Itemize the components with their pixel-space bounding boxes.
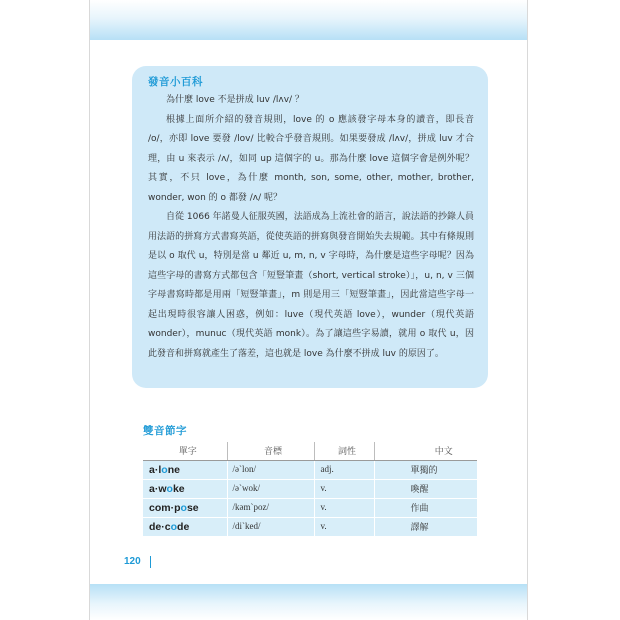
word-part: l xyxy=(158,463,162,476)
part-of-speech: v. xyxy=(320,502,327,512)
word-part: ne xyxy=(167,463,180,476)
table-row xyxy=(143,479,477,498)
phonetic-cell xyxy=(227,479,314,498)
table-row xyxy=(143,517,477,536)
word-part: · xyxy=(154,482,159,495)
syllabified-word xyxy=(149,464,180,476)
header-word: 單字 xyxy=(143,442,227,460)
syllabified-word xyxy=(149,483,185,495)
word-part: de xyxy=(177,520,190,533)
pronunciation-encyclopedia-box xyxy=(132,66,488,388)
highlighted-vowel: o xyxy=(166,482,173,495)
chinese-meaning: 作曲 xyxy=(410,504,429,514)
header-part-of-speech: 詞性 xyxy=(314,442,374,460)
book-page xyxy=(89,0,528,620)
page-number-divider xyxy=(150,556,151,568)
word-part: com xyxy=(149,501,171,514)
chinese-meaning-cell xyxy=(374,517,477,536)
box-paragraph: 根據上面所介紹的發音規則，love 的 o 應該發字母本身的讀音，即長音 /o/，亦即 love 要發 /lov/ 比較合乎發音規則。如果要發成 /lʌv/，拼成 luv 才合理，由 u 來表示 /ʌ/，如同 up 這個字的 u。那為什麼 love 這個字會是例外呢？其實，不只 love，為什麼 month, son, some, other, mother, brother, wonder, won 的 o 都發 /ʌ/ 呢？ xyxy=(148,114,474,203)
box-question: 為什麼 love 不是拼成 luv /lʌv/ ？ xyxy=(166,95,304,105)
word-part: a xyxy=(149,463,155,476)
word-cell xyxy=(143,517,227,536)
table-row xyxy=(143,498,477,517)
part-of-speech-cell xyxy=(314,479,374,498)
bottom-decorative-band xyxy=(90,584,527,620)
chinese-meaning-cell xyxy=(374,498,477,517)
part-of-speech: v. xyxy=(320,521,327,531)
word-part: p xyxy=(174,501,181,514)
phonetic: /ə`lon/ xyxy=(232,464,256,474)
box-paragraph: 自從 1066 年諾曼人征服英國，法語成為上流社會的語言，說法語的抄錄人員用法語的拼寫方式書寫英語，從使英語的拼寫與發音開始失去規範。其中有條規則是以 o 取代 u，特別是當 u 鄰近 u, m, n, v 字母時，為什麼是這些字母呢？因為這些字母的書寫方式都包含「短豎筆畫（short, vertical stroke）」，u, n, v 三個字母書寫時都是用兩「短豎筆畫」，m 則是用三「短豎筆畫」，因此當這些字母一起出現時很容讓人困惑，例如：luve（現代英語 love），wunder（現代英語 wonder），munuc（現代英語 monk）。為了讓這些字易讀，就用 o 取代 u，因此發音和拼寫就產生了落差，這也就是 love 為什麼不拼成 luv 的原因了。 xyxy=(148,212,474,359)
highlighted-vowel: o xyxy=(170,520,178,533)
word-part: · xyxy=(170,501,175,514)
phonetic: /kəm`poz/ xyxy=(232,502,269,512)
header-chinese: 中文 xyxy=(374,442,477,460)
word-part: de xyxy=(149,520,162,533)
phonetic-cell xyxy=(227,498,314,517)
syllable-word-table xyxy=(143,442,477,537)
highlighted-vowel: o xyxy=(161,463,168,476)
top-decorative-band xyxy=(90,0,527,40)
word-cell xyxy=(143,460,227,479)
word-part: a xyxy=(149,482,155,495)
header-phonetic: 音標 xyxy=(227,442,314,460)
part-of-speech: adj. xyxy=(320,464,334,474)
part-of-speech-cell xyxy=(314,517,374,536)
word-part: · xyxy=(161,520,165,533)
phonetic: /ə`wok/ xyxy=(232,483,260,493)
word-part: se xyxy=(186,501,199,514)
phonetic: /di`ked/ xyxy=(232,521,261,531)
syllabified-word xyxy=(149,521,189,533)
highlighted-vowel: o xyxy=(180,501,187,514)
chinese-meaning: 喚醒 xyxy=(410,485,429,495)
word-part: ke xyxy=(172,482,185,495)
phonetic-cell xyxy=(227,517,314,536)
part-of-speech-cell xyxy=(314,498,374,517)
table-row xyxy=(143,460,477,479)
word-part: w xyxy=(158,482,167,495)
word-cell xyxy=(143,479,227,498)
chinese-meaning-cell xyxy=(374,479,477,498)
word-part: c xyxy=(164,520,171,533)
phonetic-cell xyxy=(227,460,314,479)
part-of-speech-cell xyxy=(314,460,374,479)
word-part: · xyxy=(154,463,159,476)
page-number: 120 xyxy=(124,556,141,567)
table-header-row xyxy=(143,442,477,460)
part-of-speech: v. xyxy=(320,483,327,493)
chinese-meaning-cell xyxy=(374,460,477,479)
syllabified-word xyxy=(149,502,199,514)
section-title: 雙音節字 xyxy=(143,425,187,437)
word-cell xyxy=(143,498,227,517)
box-title: 發音小百科 xyxy=(148,76,203,88)
chinese-meaning: 譯解 xyxy=(410,523,429,533)
chinese-meaning: 單獨的 xyxy=(410,466,438,476)
